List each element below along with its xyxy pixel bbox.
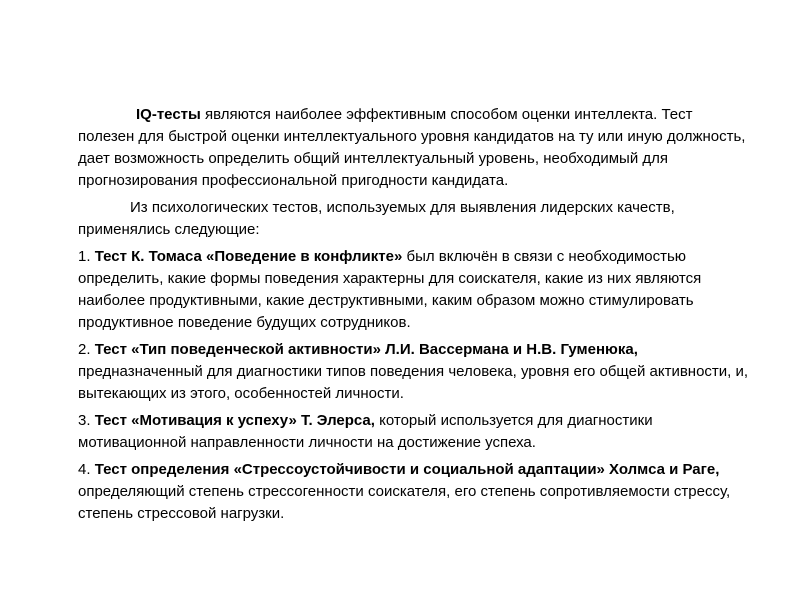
list-item-3 [78,410,750,454]
paragraph-iq-tests [78,104,750,192]
list-item-text: предназначенный для диагностики типов поведения человека, уровня его общей активности, и, вытекающих из этого, особенностей личности. [78,363,749,402]
list-item-text: был включён в связи с необходимостью определить, какие формы поведения характерны для соискателя, какие из них являются наиболее продуктивными, какие деструктивными, каким образом можно стимулировать продуктивное поведение будущих сотрудников. [78,248,702,331]
list-item-number: 1. [78,248,95,265]
list-item-number: 4. [78,461,95,478]
list-item-title: Тест определения «Стрессоустойчивости и социальной адаптации» Холмса и Раге, [94,461,720,478]
list-item-text: который используется для диагностики мотивационной направленности личности на достижение успеха. [78,412,653,451]
list-item-number: 2. [78,341,95,358]
list-item-title: Тест «Мотивация к успеху» Т. Элерса, [94,412,375,429]
list-item-title: Тест К. Томаса «Поведение в конфликте» [94,248,403,265]
list-item-title: Тест «Тип поведенческой активности» Л.И. Вассермана и Н.В. Гуменюка, [94,341,638,358]
document-body [78,104,750,530]
paragraph-text: являются наиболее эффективным способом оценки интеллекта. Тест полезен для быстрой оценки интеллектуального уровня кандидатов на ту или иную должность, дает возможность определить общий интеллектуальный уровень, необходимый для прогнозирования профессиональной пригодности кандидата. [78,106,746,189]
paragraph-lead: IQ-тесты [136,106,201,123]
list-item-number: 3. [78,412,95,429]
list-item-text: определяющий степень стрессогенности соискателя, его степень сопротивляемости стрессу, степень стрессовой нагрузки. [78,483,731,522]
paragraph-intro-list [78,197,750,241]
list-item-4 [78,459,750,525]
list-item-1 [78,246,750,334]
list-item-2 [78,339,750,405]
paragraph-text: Из психологических тестов, используемых для выявления лидерских качеств, применялись следующие: [78,199,675,238]
